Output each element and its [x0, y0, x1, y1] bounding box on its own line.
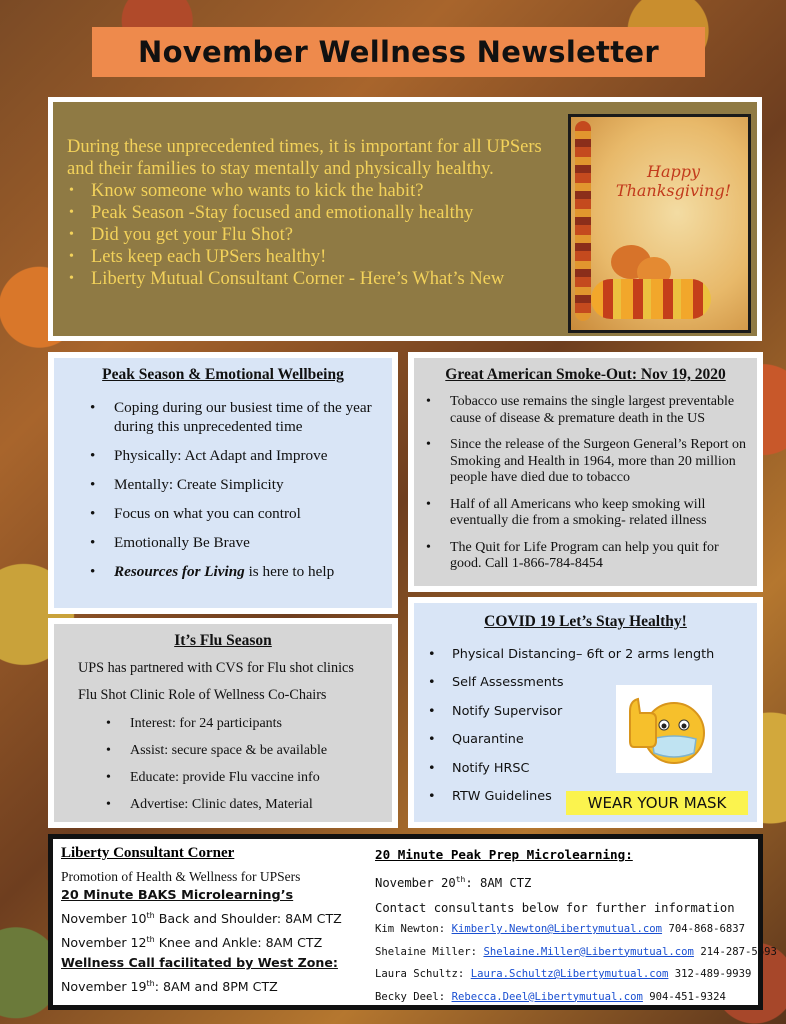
intro-bullet: • Know someone who wants to kick the habit?: [67, 180, 567, 202]
masked-thumbs-up-emoji-icon: [616, 685, 712, 773]
wellness-call-title: Wellness Call facilitated by West Zone:: [61, 955, 338, 971]
contact-email-link[interactable]: Kimberly.Newton@Libertymutual.com: [451, 923, 663, 936]
intro-panel: [48, 97, 762, 341]
list-item: • Since the release of the Surgeon General’s Report on Smoking and Health in 1964, more than 20 million people have died due to tobacco: [426, 437, 749, 487]
liberty-consultant-corner: [48, 834, 777, 1010]
thanksgiving-card: [568, 114, 751, 333]
baks-session-1: November 10th Back and Shoulder: 8AM CTZ: [61, 911, 342, 927]
intro-bullets: [67, 180, 567, 290]
peak-prep-date: November 20th: 8AM CTZ: [375, 875, 532, 891]
liberty-left-column: [61, 845, 381, 998]
flu-role-line: Flu Shot Clinic Role of Wellness Co-Chairs: [78, 687, 327, 703]
liberty-promo: Promotion of Health & Wellness for UPSers: [61, 869, 301, 884]
flu-season-title: It’s Flu Season: [174, 632, 272, 649]
flowers-icon: [591, 279, 711, 319]
covid-panel: [408, 597, 763, 828]
list-item: • Emotionally Be Brave: [90, 533, 382, 552]
list-item: • Coping during our busiest time of the year during this unprecedented time: [90, 398, 382, 436]
contact-row: Kim Newton: Kimberly.Newton@Libertymutual.com 704-868-6837: [375, 923, 745, 936]
contact-row: Becky Deel: Rebecca.Deel@Libertymutual.com 904-451-9324: [375, 990, 726, 1003]
list-item: • Advertise: Clinic dates, Material: [106, 796, 392, 813]
wellness-call-date: November 19th: 8AM and 8PM CTZ: [61, 979, 278, 995]
contact-row: Laura Schultz: Laura.Schultz@Libertymutual.com 312-489-9939: [375, 968, 752, 981]
peak-prep-title: 20 Minute Peak Prep Microlearning:: [375, 847, 633, 862]
list-item: • Resources for Living is here to help: [90, 562, 382, 581]
list-item: • Notify HRSC: [428, 761, 757, 777]
contact-email-link[interactable]: Laura.Schultz@Libertymutual.com: [470, 968, 669, 981]
list-item: • Assist: secure space & be available: [106, 742, 392, 759]
contact-email-link[interactable]: Shelaine.Miller@Libertymutual.com: [483, 945, 694, 958]
contact-row: Shelaine Miller: Shelaine.Miller@Libertymutual.com 214-287-5693: [375, 945, 777, 958]
smoke-out-title: Great American Smoke-Out: Nov 19, 2020: [445, 366, 726, 383]
wear-your-mask-sign: WEAR YOUR MASK: [566, 791, 748, 815]
baks-title: 20 Minute BAKS Microlearning’s: [61, 888, 294, 903]
baks-session-2: November 12th Knee and Ankle: 8AM CTZ: [61, 935, 323, 951]
list-item: • Half of all Americans who keep smoking will eventually die from a smoking- related illness: [426, 497, 749, 530]
flu-partner-line: UPS has partnered with CVS for Flu shot clinics: [78, 660, 354, 676]
intro-bullet: • Peak Season -Stay focused and emotionally healthy: [67, 202, 567, 224]
smoke-out-panel: [408, 352, 763, 592]
list-item: • Educate: provide Flu vaccine info: [106, 769, 392, 786]
autumn-leaves-icon: [575, 121, 591, 321]
peak-season-panel: [48, 352, 398, 614]
liberty-title: Liberty Consultant Corner: [61, 845, 235, 861]
resources-for-living: Resources for Living: [114, 563, 245, 580]
peak-season-title: Peak Season & Emotional Wellbeing: [102, 366, 344, 383]
intro-bullet: • Did you get your Flu Shot?: [67, 224, 567, 246]
intro-paragraph: During these unprecedented times, it is important for all UPSers and their families to stay mentally and physically healthy.: [67, 137, 542, 179]
list-item: • Notify Supervisor: [428, 704, 757, 720]
thanksgiving-message: Happy Thanksgiving!: [615, 162, 732, 200]
list-item: • Tobacco use remains the single largest preventable cause of disease & premature death in the US: [426, 394, 749, 427]
covid-title: COVID 19 Let’s Stay Healthy!: [484, 613, 687, 630]
smoke-out-list: [426, 394, 749, 573]
list-item: • Physically: Act Adapt and Improve: [90, 446, 382, 465]
list-item: • Physical Distancing– 6ft or 2 arms length: [428, 647, 757, 663]
newsletter-title: November Wellness Newsletter: [138, 35, 659, 69]
list-item: • Self Assessments: [428, 675, 757, 691]
flu-role-list: [106, 715, 392, 813]
liberty-right-column: [375, 845, 777, 1008]
list-item: • RTW Guidelines: [428, 789, 757, 805]
flu-season-panel: [48, 618, 398, 828]
list-item: • Mentally: Create Simplicity: [90, 475, 382, 494]
list-item: • Interest: for 24 participants: [106, 715, 392, 732]
list-item: • Focus on what you can control: [90, 504, 382, 523]
intro-bullet: • Lets keep each UPSers healthy!: [67, 246, 567, 268]
contact-intro: Contact consultants below for further information: [375, 900, 735, 915]
title-banner: [92, 27, 705, 77]
intro-bullet: • Liberty Mutual Consultant Corner - Here’s What’s New: [67, 268, 567, 290]
list-item: • The Quit for Life Program can help you quit for good. Call 1-866-784-8454: [426, 540, 749, 573]
intro-text: [67, 136, 567, 290]
peak-season-list: [90, 398, 382, 581]
list-item: • Quarantine: [428, 732, 757, 748]
contact-email-link[interactable]: Rebecca.Deel@Libertymutual.com: [451, 990, 643, 1003]
